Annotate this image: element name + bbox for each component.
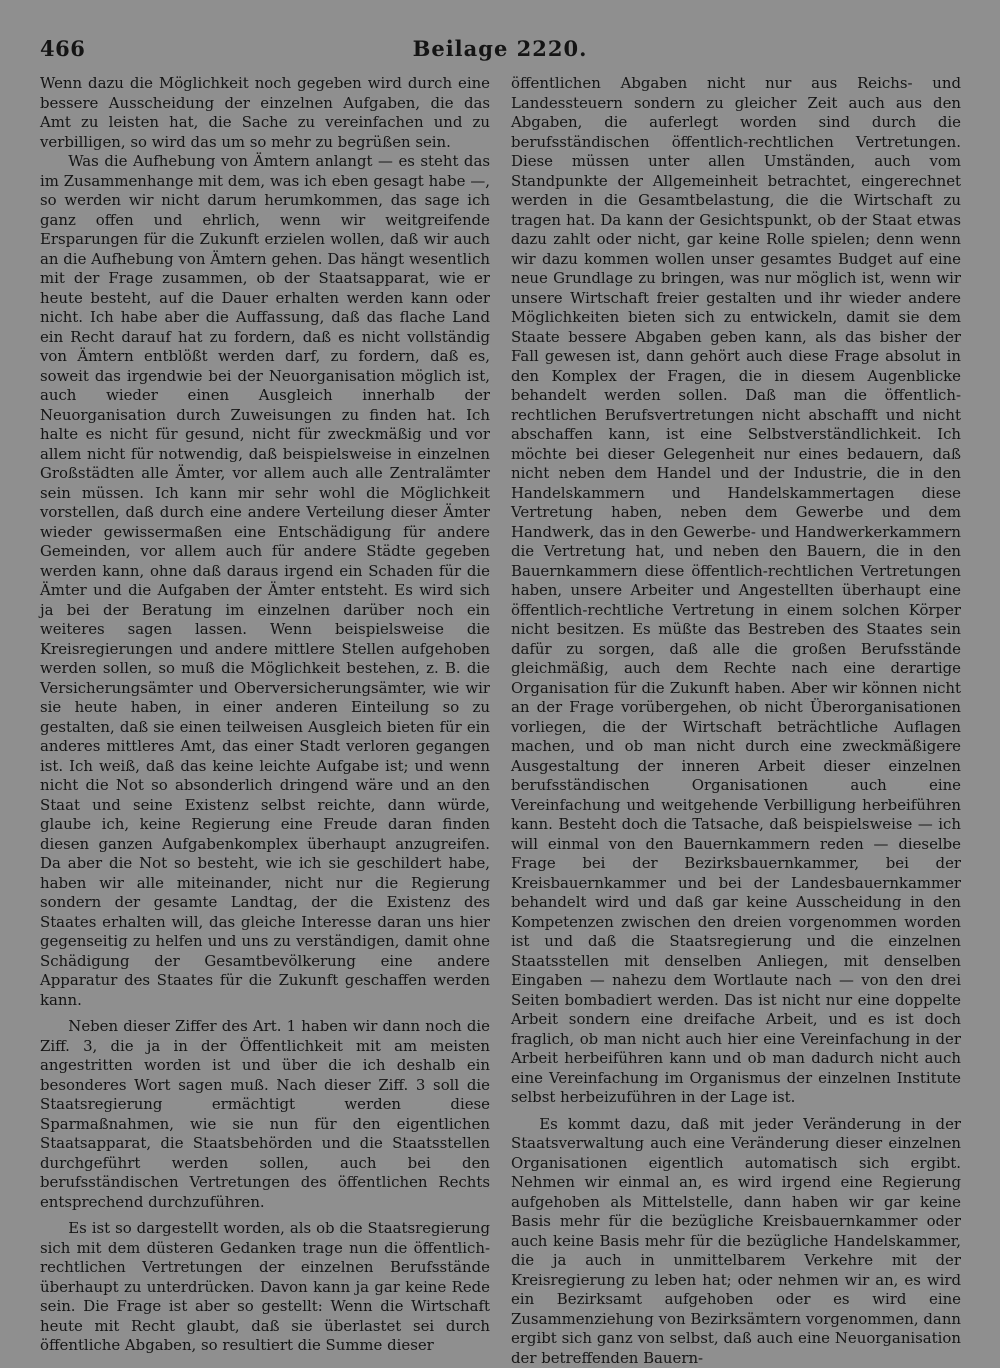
paragraph: Was die Aufhebung von Ämtern anlangt — es steht das im Zusammenhange mit dem, was ich eben gesagt habe —, so werden wir nicht darum herumkommen, das sage ich ganz offen und ehrlich, wenn wir weitgreifende Ersparungen für die Zukunft erzielen wollen, daß wir auch an die Aufhebung von Ämtern gehen. Das hängt wesentlich mit der Frage zusammen, ob der Staatsapparat, wie er heute besteht, auf die Dauer erhalten werden kann oder nicht. Ich habe aber die Auffassung, daß das flache Land ein Recht darauf hat zu fordern, daß es nicht vollständig von Ämtern entblößt werden darf, zu fordern, daß es, soweit das irgendwie bei der Neuorganisation möglich ist, auch wieder einen Ausgleich innerhalb der Neuorganisation durch Zuweisungen zu finden hat. Ich halte es nicht für gesund, nicht für zweckmäßig und vor allem nicht für notwendig, daß beispielsweise in einzelnen Großstädten alle Ämter, vor allem auch alle Zentralämter sein müssen. Ich kann mir sehr wohl die Möglichkeit vorstellen, daß durch eine andere Verteilung dieser Ämter wieder gewissermaßen eine Entschädigung für andere Gemeinden, vor allem auch für andere Städte gegeben werden kann, ohne daß daraus irgend ein Schaden für die Ämter und die Aufgaben der Ämter entsteht. Es wird sich ja bei der Beratung im einzelnen darüber noch ein weiteres sagen lassen. Wenn beispielsweise die Kreisregierungen und andere mittlere Stellen aufgehoben werden sollen, so muß die Möglichkeit bestehen, z. B. die Versicherungsämter und Oberversicherungsämter, wie wir sie heute haben, in einer anderen Einteilung so zu gestalten, daß sie einen teilweisen Ausgleich bieten für ein anderes mittleres Amt, das einer Stadt verloren gegangen ist. Ich weiß, daß das keine leichte Aufgabe ist; und wenn nicht die Not so absonderlich dringend wäre und an den Staat und seine Existenz selbst reichte, dann würde, glaube ich, keine Regierung eine Freude daran finden diesen ganzen Aufgabenkomplex überhaupt anzugreifen. Da aber die Not so besteht, wie ich sie geschildert habe, haben wir alle miteinander, nicht nur die Regierung sondern der gesamte Landtag, der die Existenz des Staates erhalten will, das gleiche Interesse daran uns hier gegenseitig zu helfen und uns zu verständigen, damit ohne Schädigung der Gesamtbevölkerung eine andere Apparatur des Staates für die Zukunft geschaffen werden kann. [40, 152, 490, 1010]
right-column [511, 74, 961, 1344]
paragraph: Neben dieser Ziffer des Art. 1 haben wir dann noch die Ziff. 3, die ja in der Öffentlichkeit mit am meisten angestritten worden ist und über die ich deshalb ein besonderes Wort sagen muß. Nach dieser Ziff. 3 soll die Staatsregierung ermächtigt werden diese Sparmaßnahmen, wie sie nun für den eigentlichen Staatsapparat, die Staatsbehörden und die Staatsstellen durchgeführt werden sollen, auch bei den berufsständischen Vertretungen des öffentlichen Rechts entsprechend durchzuführen. [40, 1017, 490, 1212]
paragraph: Es ist so dargestellt worden, als ob die Staatsregierung sich mit dem düsteren Gedanken trage nun die öffentlich-rechtlichen Vertretungen der einzelnen Berufsstände überhaupt zu unterdrücken. Davon kann ja gar keine Rede sein. Die Frage ist aber so gestellt: Wenn die Wirtschaft heute mit Recht glaubt, daß sie überlastet sei durch öffentliche Abgaben, so resultiert die Summe dieser [40, 1219, 490, 1356]
paragraph: öffentlichen Abgaben nicht nur aus Reichs- und Landessteuern sondern zu gleicher Zeit auch aus den Abgaben, die auferlegt worden sind durch die berufsständischen öffentlich-rechtlichen Vertretungen. Diese müssen unter allen Umständen, auch vom Standpunkte der Allgemeinheit betrachtet, eingerechnet werden in die Gesamtbelastung, die die Wirtschaft zu tragen hat. Da kann der Gesichtspunkt, ob der Staat etwas dazu zahlt oder nicht, gar keine Rolle spielen; denn wenn wir dazu kommen wollen unser gesamtes Budget auf eine neue Grundlage zu bringen, was nur möglich ist, wenn wir unsere Wirtschaft freier gestalten und ihr wieder andere Möglichkeiten bieten sich zu entwickeln, damit sie dem Staate bessere Abgaben geben kann, als das bisher der Fall gewesen ist, dann gehört auch diese Frage absolut in den Komplex der Fragen, die in diesem Augenblicke behandelt werden sollen. Daß man die öffentlich-rechtlichen Berufsvertretungen nicht abschafft und nicht abschaffen kann, ist eine Selbstverständlichkeit. Ich möchte bei dieser Gelegenheit nur eines bedauern, daß nicht neben dem Handel und der Industrie, die in den Handelskammern und Handelskammertagen diese Vertretung haben, neben dem Gewerbe und dem Handwerk, das in den Gewerbe- und Handwerkerkammern die Vertretung hat, und neben den Bauern, die in den Bauernkammern diese öffentlich-rechtlichen Vertretungen haben, unsere Arbeiter und Angestellten überhaupt eine öffentlich-rechtliche Vertretung in einem solchen Körper nicht besitzen. Es müßte das Bestreben des Staates sein dafür zu sorgen, daß alle die großen Berufsstände gleichmäßig, auch dem Rechte nach eine derartige Organisation für die Zukunft haben. Aber wir können nicht an der Frage vorübergehen, ob nicht Überorganisationen vorliegen, die der Wirtschaft beträchtliche Auflagen machen, und ob man nicht durch eine zweckmäßigere Ausgestaltung der inneren Arbeit dieser einzelnen berufsständischen Organisationen auch eine Vereinfachung und weitgehende Verbilligung herbeiführen kann. Besteht doch die Tatsache, daß beispielsweise — ich will einmal von den Bauernkammern reden — dieselbe Frage bei der Bezirksbauernkammer, bei der Kreisbauernkammer und bei der Landesbauernkammer behandelt wird und daß gar keine Ausscheidung in den Kompetenzen zwischen den dreien vorgenommen worden ist und daß die Staatsregierung und die einzelnen Staatsstellen mit denselben Anliegen, mit denselben Eingaben — nahezu dem Wortlaute nach — von den drei Seiten bombadiert werden. Das ist nicht nur eine doppelte Arbeit sondern eine dreifache Arbeit, und es ist doch fraglich, ob man nicht auch hier eine Vereinfachung in der Arbeit herbeiführen kann und ob man dadurch nicht auch eine Vereinfachung im Organismus der einzelnen Institute selbst herbeizuführen in der Lage ist. [511, 74, 961, 1108]
running-head: Beilage 2220. [0, 36, 1000, 61]
page-number: 466 [40, 36, 85, 61]
paragraph: Wenn dazu die Möglichkeit noch gegeben wird durch eine bessere Ausscheidung der einzelnen Aufgaben, die das Amt zu leisten hat, die Sache zu vereinfachen und zu verbilligen, so wird das um so mehr zu begrüßen sein. [40, 74, 490, 152]
left-column [40, 74, 490, 1344]
paragraph: Es kommt dazu, daß mit jeder Veränderung in der Staatsverwaltung auch eine Veränderung dieser einzelnen Organisationen eigentlich automatisch sich ergibt. Nehmen wir einmal an, es wird irgend eine Regierung aufgehoben als Mittelstelle, dann haben wir gar keine Basis mehr für die bezügliche Kreisbauernkammer oder auch keine Basis mehr für die bezügliche Handelskammer, die ja auch in unmittelbarem Verkehre mit der Kreisregierung zu leben hat; oder nehmen wir an, es wird ein Bezirksamt aufgehoben oder es wird eine Zusammenziehung von Bezirksämtern vorgenommen, dann ergibt sich ganz von selbst, daß auch eine Neuorganisation der betreffenden Bauern- [511, 1115, 961, 1368]
